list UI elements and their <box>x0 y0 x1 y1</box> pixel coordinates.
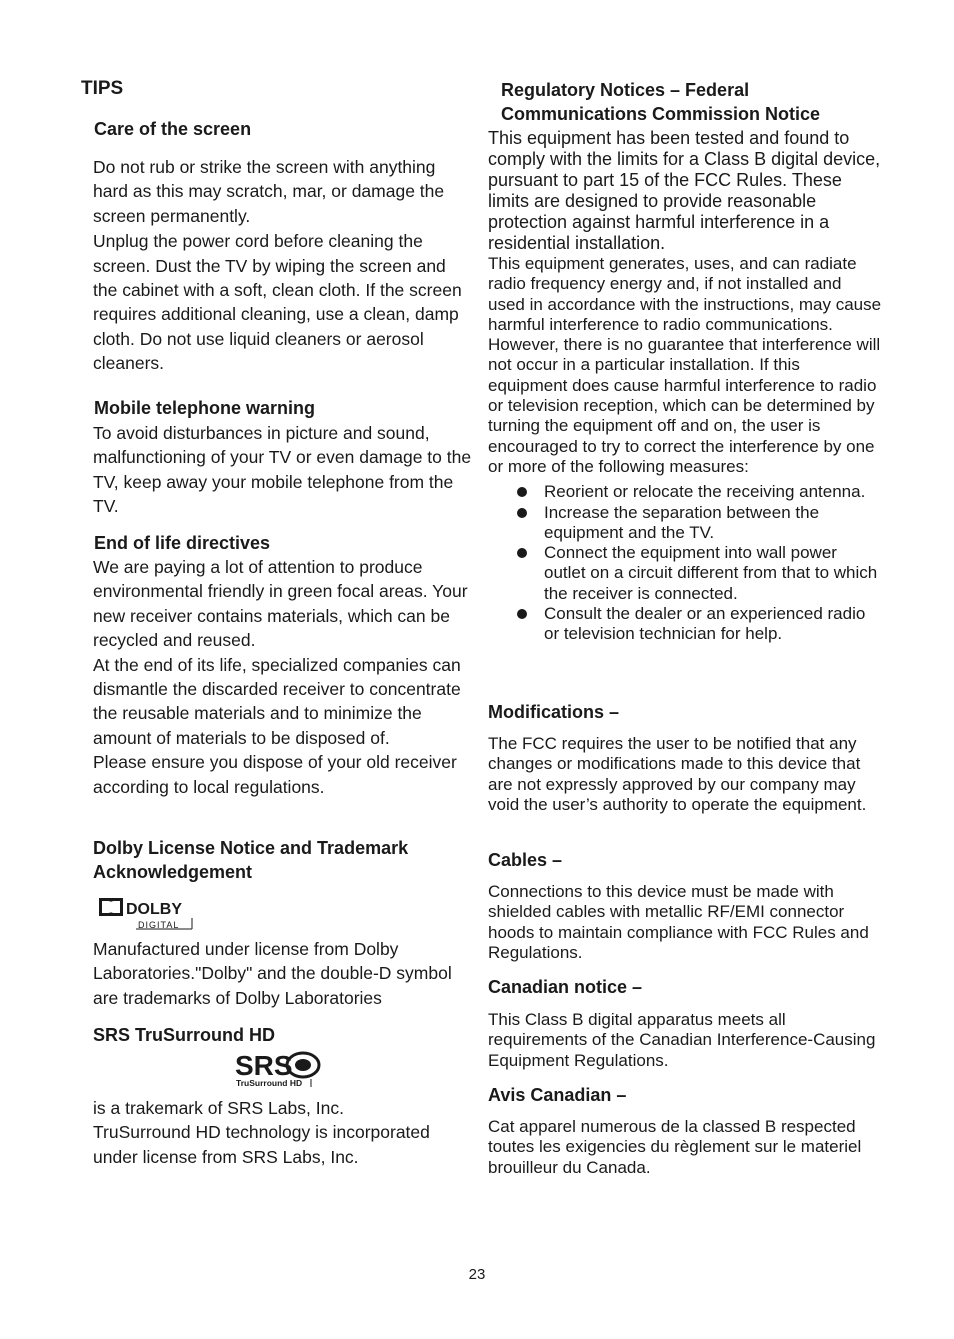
dolby-logo-sub: DIGITAL <box>138 920 180 930</box>
eol-paragraph-3: Please ensure you dispose of your old receiver according to local regulations. <box>93 752 457 797</box>
avis-paragraph: Cat apparel numerous de la classed B respected toutes les exigencies du règlement sur le materiel brouilleur du Canada. <box>488 1117 862 1177</box>
fcc-paragraph-2: This equipment generates, uses, and can radiate radio frequency energy and, if not installed and used in accordance with the instructions, may cause harmful interference to radio communications. However, there is no guarantee that interference will not occur in a particular installation. If this equipment does cause harmful interference to radio or television reception, which can be determined by turning the equipment off and on, the user is encouraged to try to correct the interference by one or more of the following measures: <box>488 254 882 476</box>
dolby-double-d-icon <box>98 897 194 931</box>
dolby-heading: Dolby License Notice and Trademark Acknowledgement <box>93 838 409 882</box>
cables-paragraph: Connections to this device must be made with shielded cables with metallic RF/EMI connector hoods to maintain compliance with FCC Rules and Regulations. <box>488 882 869 962</box>
srs-paragraph-2: TruSurround HD technology is incorporated under license from SRS Labs, Inc. <box>93 1122 430 1167</box>
modifications-section <box>488 734 883 815</box>
canadian-paragraph: This Class B digital apparatus meets all requirements of the Canadian Interference-Causing Equipment Regulations. <box>488 1010 876 1070</box>
bullet-icon <box>517 548 527 558</box>
srs-logo <box>235 1049 325 1089</box>
fcc-measures-list <box>488 482 883 644</box>
fcc-section <box>488 128 883 645</box>
cables-heading: Cables – <box>488 850 563 870</box>
care-heading: Care of the screen <box>94 119 252 139</box>
dolby-logo <box>98 897 194 931</box>
list-item <box>488 503 883 544</box>
dolby-logo-text: DOLBY <box>126 901 182 918</box>
avis-heading: Avis Canadian – <box>488 1085 627 1105</box>
bullet-icon <box>517 609 527 619</box>
list-item-text: Reorient or relocate the receiving antenna. <box>544 482 866 502</box>
page-number: 23 <box>468 1266 486 1283</box>
list-item-text: Increase the separation between the equipment and the TV. <box>544 502 820 542</box>
bullet-icon <box>517 487 527 497</box>
srs-heading: SRS TruSurround HD <box>93 1025 276 1045</box>
dolby-paragraph: Manufactured under license from Dolby Laboratories."Dolby" and the double-D symbol are trademarks of Dolby Laboratories <box>93 939 452 1008</box>
modifications-heading: Modifications – <box>488 702 620 722</box>
cables-section <box>488 882 883 963</box>
dolby-section <box>93 937 473 1010</box>
bullet-icon <box>517 508 527 518</box>
fcc-paragraph-1: This equipment has been tested and found to comply with the limits for a Class B digital device, pursuant to part 15 of the FCC Rules. These limits are designed to provide reasonable protection against harmful interference in a residential installation. <box>488 128 881 253</box>
canadian-section <box>488 1010 883 1071</box>
fcc-heading: Regulatory Notices – Federal Communications Commission Notice <box>501 80 821 124</box>
care-section <box>93 155 473 376</box>
canadian-heading: Canadian notice – <box>488 977 643 997</box>
eol-paragraph-1: We are paying a lot of attention to produce environmental friendly in green focal areas. Your new receiver contains materials, which can be recycled and reused. <box>93 557 468 651</box>
eol-section <box>93 555 473 799</box>
srs-paragraph-1: is a trakemark of SRS Labs, Inc. <box>93 1098 344 1118</box>
srs-logo-icon <box>235 1049 325 1089</box>
srs-section <box>93 1096 473 1169</box>
srs-logo-text: SRS <box>235 1050 293 1081</box>
avis-section <box>488 1117 883 1178</box>
eol-heading: End of life directives <box>94 533 271 553</box>
care-paragraph-2: Unplug the power cord before cleaning the screen. Dust the TV by wiping the screen and the cabinet with a soft, clean cloth. If the screen requires additional cleaning, use a clean, damp cloth. Do not use liquid cleaners or aerosol cleaners. <box>93 231 462 374</box>
list-item-text: Consult the dealer or an experienced radio or television technician for help. <box>544 604 866 644</box>
tips-title: TIPS <box>81 78 124 99</box>
modifications-paragraph: The FCC requires the user to be notified that any changes or modifications made to this device that are not expressly approved by our company may void the user’s authority to operate the equipment. <box>488 734 867 814</box>
mobile-heading: Mobile telephone warning <box>94 398 316 418</box>
list-item <box>488 482 883 502</box>
list-item <box>488 604 883 645</box>
mobile-section <box>93 421 473 519</box>
srs-logo-sub: TruSurround HD <box>236 1078 303 1088</box>
list-item <box>488 543 883 604</box>
list-item-text: Connect the equipment into wall power outlet on a circuit different from that to which the receiver is connected. <box>544 543 878 603</box>
eol-paragraph-2: At the end of its life, specialized companies can dismantle the discarded receiver to concentrate the reusable materials and to minimize the amount of materials to be disposed of. <box>93 654 461 748</box>
care-paragraph-1: Do not rub or strike the screen with anything hard as this may scratch, mar, or damage the screen permanently. <box>93 157 445 226</box>
mobile-paragraph: To avoid disturbances in picture and sound, malfunctioning of your TV or even damage to the TV, keep away your mobile telephone from the TV. <box>93 423 472 517</box>
